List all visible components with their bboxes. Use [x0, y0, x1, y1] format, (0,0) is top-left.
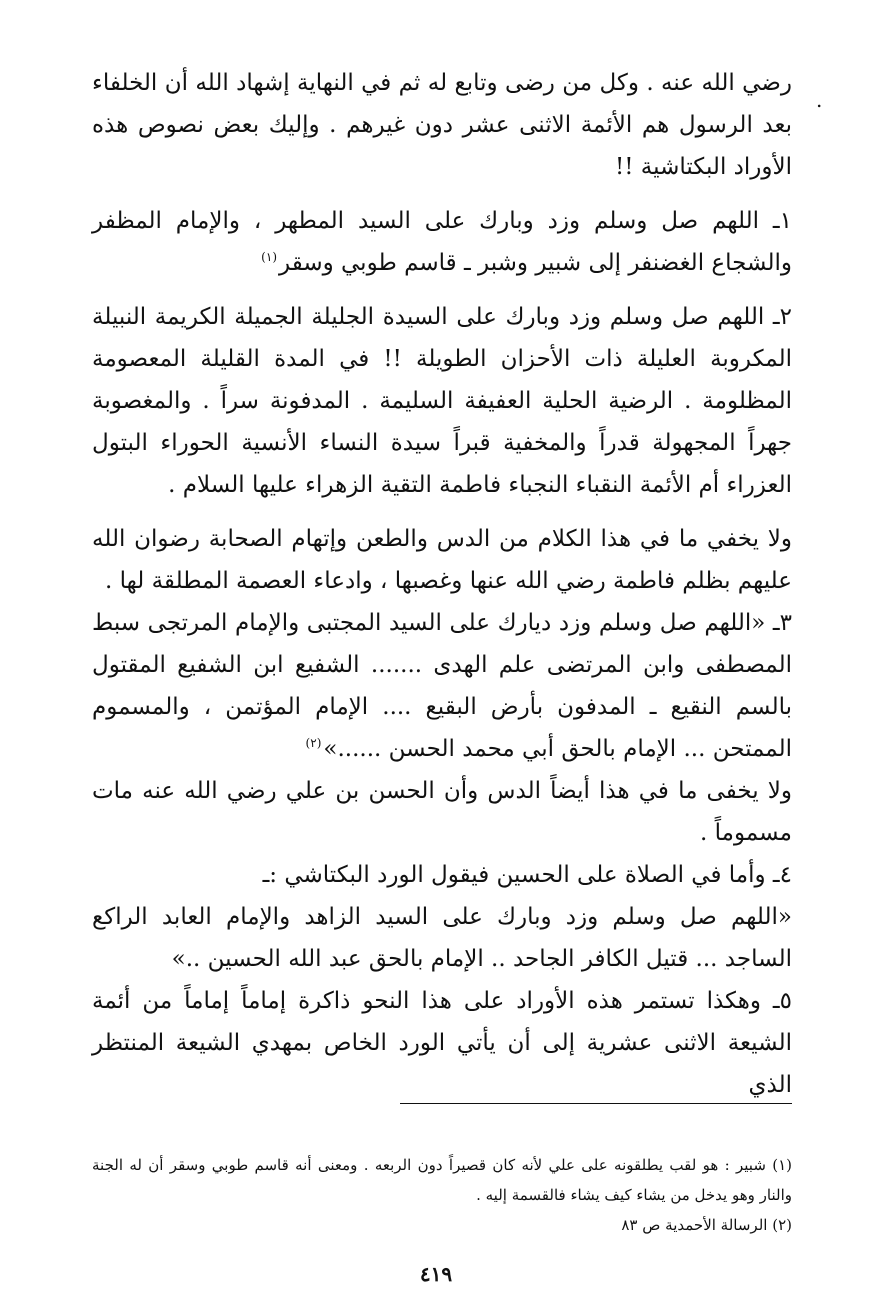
footnote-ref-1: (١) [261, 250, 277, 265]
footnote-2: (٢) الرسالة الأحمدية ص ٨٣ [621, 1216, 792, 1234]
paragraph-item-3-text: ٣ـ «اللهم صل وسلم وزد ديارك على السيد المجتبى والإمام المرتجى سبط المصطفى وابن المرتضى علم الهدى ....... الشفيع ابن الشفيع المقتول بالسم النقيع ـ المدفون بأرض البقيع .... الإمام المؤتمن ، والمسموم الممتحن ... الإمام بالحق أبي محمد الحسن ......» [92, 610, 792, 762]
paragraph-comment-2: ولا يخفى ما في هذا أيضاً الدس وأن الحسن بن علي رضي الله عنه مات مسموماً . [92, 778, 792, 846]
paragraph-item-1 [92, 200, 792, 284]
footnote-ref-2: (٢) [305, 736, 322, 751]
paragraph-comment-1: ولا يخفي ما في هذا الكلام من الدس والطعن وإتهام الصحابة رضوان الله عليهم بظلم فاطمة رضي الله عنها وغصبها ، وادعاء العصمة المطلقة لها . [92, 526, 792, 594]
paragraph-item-1-text: ١ـ اللهم صل وسلم وزد وبارك على السيد المطهر ، والإمام المظفر والشجاع الغضنفر إلى شبير وشبر ـ قاسم طوبي وسقر [92, 208, 792, 276]
paragraph-intro: رضي الله عنه . وكل من رضى وتابع له ثم في النهاية إشهاد الله أن الخلفاء بعد الرسول هم الأئمة الاثنى عشر دون غيرهم . وإليك بعض نصوص هذه الأوراد البكتاشية !! [92, 70, 792, 180]
paragraph-item-5: ٥ـ وهكذا تستمر هذه الأوراد على هذا النحو ذاكرة إماماً إماماً من أئمة الشيعة الاثنى عشرية إلى أن يأتي الورد الخاص بمهدي الشيعة المنتظر الذي [92, 988, 792, 1098]
paragraph-quote-4: «اللهم صل وسلم وزد وبارك على السيد الزاهد والإمام العابد الراكع الساجد ... قتيل الكافر الجاحد .. الإمام بالحق عبد الله الحسين ..» [92, 904, 792, 972]
paragraph-item-4: ٤ـ وأما في الصلاة على الحسين فيقول الورد البكتاشي :ـ [262, 862, 792, 888]
main-text [92, 62, 792, 1106]
margin-mark: . [816, 88, 823, 112]
footnote-1: (١) شبير : هو لقب يطلقونه على علي لأنه كان قصيراً دون الربعه . ومعنى أنه قاسم طوبي وسقر أن له الجنة والنار وهو يدخل من يشاء كيف يشاء فالقسمة إليه . [92, 1156, 792, 1204]
paragraph-item-2: ٢ـ اللهم صل وسلم وزد وبارك على السيدة الجليلة الجميلة الكريمة النبيلة المكروبة العليلة ذات الأحزان الطويلة !! في المدة القليلة المعصومة المظلومة . الرضية الحلية العفيفة السليمة . المدفونة سراً . والمغصوبة جهراً المجهولة قدراً والمخفية قبراً سيدة النساء الأنسية الحوراء البتول العزراء أم الأئمة النقباء النجباء فاطمة التقية الزهراء عليها السلام . [92, 304, 792, 498]
paragraph-item-3 [92, 602, 792, 770]
page-number: ٤١٩ [419, 1262, 453, 1286]
footnotes [92, 1150, 792, 1240]
footnote-divider [400, 1103, 792, 1104]
